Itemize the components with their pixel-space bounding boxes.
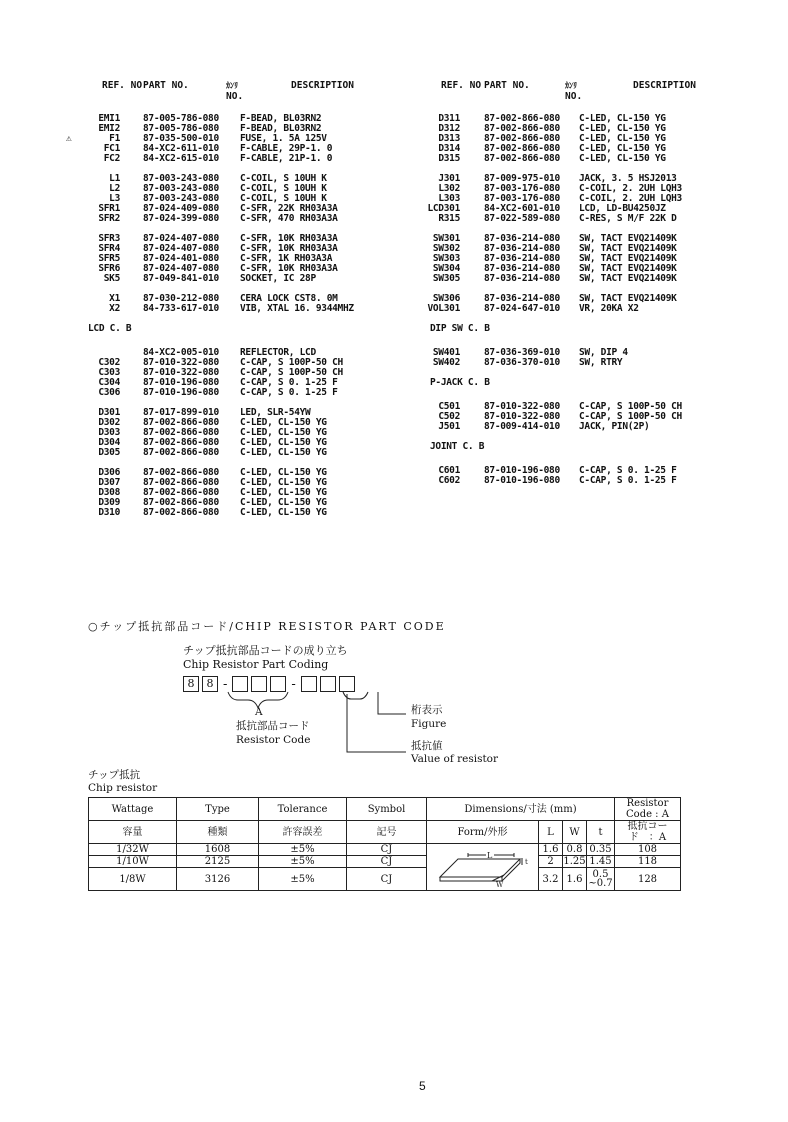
part-number: 87-035-500-010	[143, 133, 219, 144]
th-type-jp: 種類	[177, 821, 259, 844]
part-number: 87-002-866-080	[143, 497, 219, 508]
part-ref: SW402	[432, 357, 460, 368]
part-number: 87-036-214-080	[484, 233, 560, 244]
part-number: 84-XC2-615-010	[143, 153, 219, 164]
part-description: C-LED, CL-150 YG	[240, 447, 327, 458]
part-description: SW, TACT EVQ21409K	[579, 233, 677, 244]
part-number: 87-049-841-010	[143, 273, 219, 284]
part-ref: D305	[98, 447, 120, 458]
part-ref: L303	[438, 193, 460, 204]
part-ref: D314	[438, 143, 460, 154]
part-description: C-LED, CL-150 YG	[579, 113, 666, 124]
part-ref: SW401	[432, 347, 460, 358]
part-number: 87-002-866-080	[143, 427, 219, 438]
part-description: C-SFR, 22K RH03A3A	[240, 203, 338, 214]
header-description: DESCRIPTION	[291, 80, 354, 91]
part-description: C-LED, CL-150 YG	[240, 507, 327, 518]
cell-W: 1.6	[563, 868, 587, 891]
part-description: C-SFR, 10K RH03A3A	[240, 243, 338, 254]
part-ref: C502	[438, 411, 460, 422]
part-description: FUSE, 1. 5A 125V	[240, 133, 327, 144]
part-ref: SW302	[432, 243, 460, 254]
part-number: 87-024-409-080	[143, 203, 219, 214]
part-number: 87-002-866-080	[143, 417, 219, 428]
cell-W: 0.8	[563, 844, 587, 856]
part-ref: D315	[438, 153, 460, 164]
part-description: SW, TACT EVQ21409K	[579, 293, 677, 304]
part-description: C-LED, CL-150 YG	[579, 123, 666, 134]
part-number: 87-010-196-080	[484, 475, 560, 486]
chip-resistor-title: ○チップ抵抗部品コード/CHIP RESISTOR PART CODE	[88, 620, 446, 633]
cell-type: 1608	[177, 844, 259, 856]
cell-form-diagram	[427, 844, 539, 891]
table-row	[89, 868, 681, 891]
part-ref: L1	[109, 173, 120, 184]
part-description: C-LED, CL-150 YG	[240, 477, 327, 488]
th-resistor-code-jp: 抵抗コード ：A	[615, 821, 681, 844]
part-ref: F1	[109, 133, 120, 144]
cell-symbol: CJ	[347, 844, 427, 856]
part-number: 87-030-212-080	[143, 293, 219, 304]
part-number: 87-002-866-080	[484, 123, 560, 134]
dim-label-W: W	[495, 880, 503, 887]
part-description: C-SFR, 10K RH03A3A	[240, 263, 338, 274]
cell-wattage: 1/10W	[89, 856, 177, 868]
figure-en: Figure	[411, 718, 447, 730]
part-ref: SK5	[103, 273, 120, 284]
th-dimensions: Dimensions/寸法 (mm)	[427, 798, 615, 821]
part-number: 87-010-196-080	[143, 377, 219, 388]
part-number: 84-733-617-010	[143, 303, 219, 314]
part-ref: X1	[109, 293, 120, 304]
cell-tolerance: ±5%	[259, 844, 347, 856]
part-description: SW, RTRY	[579, 357, 623, 368]
th-tolerance: Tolerance	[259, 798, 347, 821]
part-ref: VOL301	[427, 303, 460, 314]
header-ref-no: REF. NO	[441, 80, 482, 91]
part-description: C-CAP, S 100P-50 CH	[240, 357, 343, 368]
part-description: VR, 20KA X2	[579, 303, 639, 314]
part-number: 87-010-322-080	[143, 357, 219, 368]
part-ref: FC2	[103, 153, 120, 164]
coding-caption-en: Chip Resistor Part Coding	[183, 658, 329, 671]
th-W: W	[563, 821, 587, 844]
part-ref: J301	[438, 173, 460, 184]
part-ref: D306	[98, 467, 120, 478]
chip-resistor-jp: チップ抵抗	[88, 769, 141, 781]
part-description: F-CABLE, 29P-1. 0	[240, 143, 333, 154]
part-number: 87-024-407-080	[143, 263, 219, 274]
label-a: A	[255, 706, 263, 718]
part-number: 87-010-196-080	[484, 465, 560, 476]
cell-symbol: CJ	[347, 856, 427, 868]
part-ref: D303	[98, 427, 120, 438]
part-number: 87-003-243-080	[143, 183, 219, 194]
part-ref: EMI2	[98, 123, 120, 134]
part-description: SW, TACT EVQ21409K	[579, 263, 677, 274]
part-ref: LCD301	[427, 203, 460, 214]
part-number: 87-036-214-080	[484, 293, 560, 304]
th-wattage-jp: 容量	[89, 821, 177, 844]
part-number: 87-024-399-080	[143, 213, 219, 224]
th-t: t	[587, 821, 615, 844]
part-ref: R315	[438, 213, 460, 224]
part-number: 87-002-866-080	[143, 507, 219, 518]
part-ref: EMI1	[98, 113, 120, 124]
part-number: 87-002-866-080	[143, 477, 219, 488]
cell-L: 3.2	[539, 868, 563, 891]
part-description: C-CAP, S 100P-50 CH	[240, 367, 343, 378]
part-number: 87-022-589-080	[484, 213, 560, 224]
part-ref: C303	[98, 367, 120, 378]
th-tolerance-jp: 許容誤差	[259, 821, 347, 844]
part-ref: D312	[438, 123, 460, 134]
header-kanri-no: NO.	[565, 91, 583, 102]
part-description: C-LED, CL-150 YG	[579, 143, 666, 154]
section-title: DIP SW C. B	[430, 323, 490, 334]
coding-caption-jp: チップ抵抗部品コードの成り立ち	[183, 644, 348, 657]
part-description: VIB, XTAL 16. 9344MHZ	[240, 303, 354, 314]
chip-resistor-en: Chip resistor	[88, 782, 158, 794]
header-part-no: PART NO.	[484, 80, 530, 91]
cell-wattage: 1/8W	[89, 868, 177, 891]
cell-L: 1.6	[539, 844, 563, 856]
part-number: 87-017-899-010	[143, 407, 219, 418]
th-L: L	[539, 821, 563, 844]
cell-t: 1.45	[587, 856, 615, 868]
part-number: 84-XC2-611-010	[143, 143, 219, 154]
part-number: 87-024-407-080	[143, 243, 219, 254]
part-ref: SFR5	[98, 253, 120, 264]
part-description: C-COIL, S 10UH K	[240, 193, 327, 204]
part-number: 87-002-866-080	[143, 437, 219, 448]
part-description: F-BEAD, BL03RN2	[240, 123, 322, 134]
cell-L: 2	[539, 856, 563, 868]
part-ref: C602	[438, 475, 460, 486]
th-symbol-jp: 記号	[347, 821, 427, 844]
cell-W: 1.25	[563, 856, 586, 867]
part-number: 87-003-243-080	[143, 173, 219, 184]
part-number: 87-010-196-080	[143, 387, 219, 398]
part-number: 87-024-647-010	[484, 303, 560, 314]
cell-type: 2125	[177, 856, 259, 868]
dim-label-L: L	[486, 850, 492, 860]
part-ref: SFR6	[98, 263, 120, 274]
header-description: DESCRIPTION	[633, 80, 696, 91]
header-kanri-no: NO.	[226, 91, 244, 102]
part-number: 87-002-866-080	[484, 133, 560, 144]
part-ref: SFR4	[98, 243, 120, 254]
part-ref: C501	[438, 401, 460, 412]
part-ref: D302	[98, 417, 120, 428]
part-number: 87-024-401-080	[143, 253, 219, 264]
part-description: LED, SLR-54YW	[240, 407, 311, 418]
part-number: 87-024-407-080	[143, 233, 219, 244]
code-format-boxes: 8 8 - -	[183, 676, 358, 692]
part-ref: L3	[109, 193, 120, 204]
value-en: Value of resistor	[411, 753, 499, 765]
th-symbol: Symbol	[347, 798, 427, 821]
part-description: SW, TACT EVQ21409K	[579, 243, 677, 254]
part-ref: D307	[98, 477, 120, 488]
part-description: C-CAP, S 100P-50 CH	[579, 411, 682, 422]
section-title: P-JACK C. B	[430, 377, 490, 388]
resistor-code-en: Resistor Code	[236, 734, 311, 746]
cell-wattage: 1/32W	[89, 844, 177, 856]
part-description: C-SFR, 1K RH03A3A	[240, 253, 333, 264]
part-number: 87-010-322-080	[143, 367, 219, 378]
part-ref: D309	[98, 497, 120, 508]
part-description: JACK, 3. 5 HSJ2013	[579, 173, 677, 184]
part-ref: D313	[438, 133, 460, 144]
header-kanri-kana: ｶﾝﾘ	[565, 81, 577, 90]
part-description: F-BEAD, BL03RN2	[240, 113, 322, 124]
header-ref-no: REF. NO	[102, 80, 143, 91]
part-ref: D301	[98, 407, 120, 418]
part-ref: L302	[438, 183, 460, 194]
part-ref: C601	[438, 465, 460, 476]
part-number: 87-002-866-080	[143, 467, 219, 478]
part-ref: C304	[98, 377, 120, 388]
part-ref: C306	[98, 387, 120, 398]
safety-warning-icon: ⚠	[66, 133, 72, 144]
figure-jp: 桁表示	[411, 704, 443, 716]
part-description: LCD, LD-BU4250JZ	[579, 203, 666, 214]
part-description: C-LED, CL-150 YG	[240, 467, 327, 478]
part-description: JACK, PIN(2P)	[579, 421, 650, 432]
section-title: LCD C. B	[88, 323, 132, 334]
part-description: SW, DIP 4	[579, 347, 628, 358]
part-description: REFLECTOR, LCD	[240, 347, 316, 358]
part-description: SW, TACT EVQ21409K	[579, 253, 677, 264]
part-number: 87-002-866-080	[143, 447, 219, 458]
part-description: C-CAP, S 0. 1-25 F	[240, 387, 338, 398]
part-ref: SW305	[432, 273, 460, 284]
cell-tolerance: ±5%	[259, 868, 347, 891]
part-number: 87-036-214-080	[484, 273, 560, 284]
cell-t: 0.5 ~0.7	[588, 869, 613, 889]
part-number: 84-XC2-005-010	[143, 347, 219, 358]
part-number: 87-002-866-080	[484, 143, 560, 154]
value-jp: 抵抗値	[411, 740, 443, 752]
th-form: Form/外形	[427, 821, 539, 844]
part-description: C-LED, CL-150 YG	[579, 133, 666, 144]
part-description: CERA LOCK CST8. 0M	[240, 293, 338, 304]
cell-resistor-code: 128	[615, 868, 681, 891]
part-description: C-COIL, 2. 2UH LQH3	[579, 193, 682, 204]
part-ref: SFR1	[98, 203, 120, 214]
header-kanri-kana: ｶﾝﾘ	[226, 81, 238, 90]
part-number: 87-003-176-080	[484, 193, 560, 204]
part-number: 87-036-214-080	[484, 263, 560, 274]
part-number: 87-036-214-080	[484, 253, 560, 264]
dim-label-t: t	[524, 857, 528, 866]
part-number: 87-010-322-080	[484, 411, 560, 422]
header-part-no: PART NO.	[143, 80, 189, 91]
cell-resistor-code: 108	[615, 844, 681, 856]
part-number: 87-002-866-080	[484, 113, 560, 124]
cell-t: 0.35	[587, 844, 615, 856]
part-description: C-COIL, S 10UH K	[240, 173, 327, 184]
part-description: C-CAP, S 0. 1-25 F	[579, 475, 677, 486]
part-description: C-CAP, S 100P-50 CH	[579, 401, 682, 412]
part-ref: D308	[98, 487, 120, 498]
part-description: C-LED, CL-150 YG	[240, 437, 327, 448]
part-description: C-SFR, 10K RH03A3A	[240, 233, 338, 244]
cell-resistor-code: 118	[615, 856, 681, 868]
part-ref: D304	[98, 437, 120, 448]
cell-type: 3126	[177, 868, 259, 891]
part-ref: SW303	[432, 253, 460, 264]
part-number: 87-002-866-080	[484, 153, 560, 164]
part-number: 87-003-176-080	[484, 183, 560, 194]
part-number: 87-010-322-080	[484, 401, 560, 412]
part-number: 87-003-243-080	[143, 193, 219, 204]
part-number: 87-009-414-010	[484, 421, 560, 432]
part-description: C-LED, CL-150 YG	[240, 497, 327, 508]
part-description: C-LED, CL-150 YG	[240, 427, 327, 438]
part-number: 87-005-786-080	[143, 113, 219, 124]
part-ref: SW304	[432, 263, 460, 274]
part-description: C-SFR, 470 RH03A3A	[240, 213, 338, 224]
part-number: 87-036-370-010	[484, 357, 560, 368]
cell-symbol: CJ	[347, 868, 427, 891]
part-description: SW, TACT EVQ21409K	[579, 273, 677, 284]
part-description: C-CAP, S 0. 1-25 F	[240, 377, 338, 388]
part-number: 87-005-786-080	[143, 123, 219, 134]
part-ref: SFR3	[98, 233, 120, 244]
part-ref: SW306	[432, 293, 460, 304]
part-description: F-CABLE, 21P-1. 0	[240, 153, 333, 164]
part-description: C-LED, CL-150 YG	[579, 153, 666, 164]
part-number: 84-XC2-601-010	[484, 203, 560, 214]
part-description: SOCKET, IC 28P	[240, 273, 316, 284]
part-ref: SW301	[432, 233, 460, 244]
cell-tolerance: ±5%	[259, 856, 347, 868]
th-type: Type	[177, 798, 259, 821]
part-number: 87-036-369-010	[484, 347, 560, 358]
part-ref: C302	[98, 357, 120, 368]
part-number: 87-002-866-080	[143, 487, 219, 498]
code-digit-box: 8	[202, 676, 218, 692]
part-number: 87-009-975-010	[484, 173, 560, 184]
resistor-code-jp: 抵抗部品コード	[236, 720, 310, 732]
page-number: 5	[419, 1079, 426, 1093]
part-ref: FC1	[103, 143, 120, 154]
chip-resistor-table	[88, 797, 681, 891]
part-ref: J501	[438, 421, 460, 432]
chip-shape-diagram	[428, 845, 538, 887]
part-description: C-LED, CL-150 YG	[240, 487, 327, 498]
part-ref: L2	[109, 183, 120, 194]
part-ref: D311	[438, 113, 460, 124]
table-row	[89, 844, 681, 856]
code-digit-box: 8	[183, 676, 199, 692]
th-resistor-code: Resistor Code : A	[615, 798, 681, 821]
part-ref: D310	[98, 507, 120, 518]
part-description: C-COIL, 2. 2UH LQH3	[579, 183, 682, 194]
part-description: C-COIL, S 10UH K	[240, 183, 327, 194]
part-ref: X2	[109, 303, 120, 314]
table-row	[89, 856, 681, 868]
part-ref: SFR2	[98, 213, 120, 224]
part-description: C-CAP, S 0. 1-25 F	[579, 465, 677, 476]
part-description: C-RES, S M/F 22K D	[579, 213, 677, 224]
th-wattage: Wattage	[89, 798, 177, 821]
part-number: 87-036-214-080	[484, 243, 560, 254]
part-description: C-LED, CL-150 YG	[240, 417, 327, 428]
section-title: JOINT C. B	[430, 441, 485, 452]
